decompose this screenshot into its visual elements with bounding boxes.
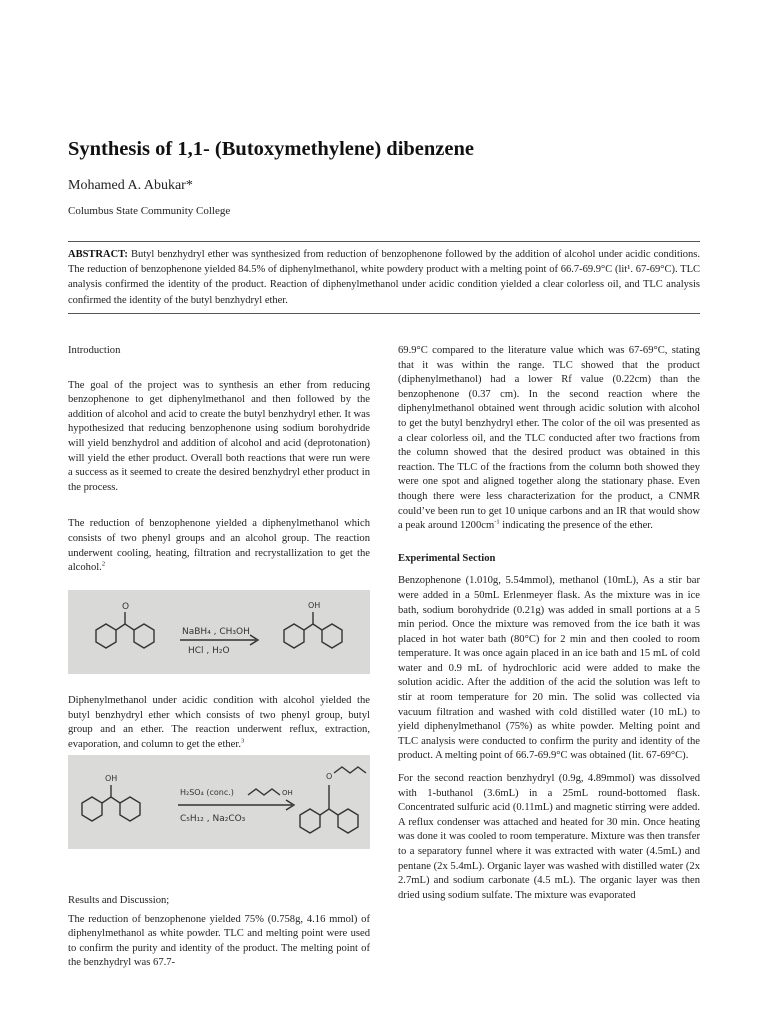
author-name: Mohamed A. Abukar*: [68, 178, 193, 193]
right-column: [398, 344, 700, 903]
reaction-scheme-2-photo: [68, 755, 370, 849]
results-continued-sup: -1: [494, 518, 500, 526]
scheme2-reagent-top: H₂SO₄ (conc.): [180, 788, 234, 797]
scheme1-product-label: OH: [308, 601, 321, 610]
left-column-results: [68, 894, 370, 971]
intro-paragraph-1: The goal of the project was to synthesis an ether from reducing benzophenone to get diphenylmethanol and then followed by the addition of alcohol and acid to create the butyl benzhydryl ether. It was hypothesized that reducing benzophenone using sodium borohydride will yield benzhydrol and addition of alcohol and acid (deprotonation) will yield the ether product. Overall both reactions that were run were a success as it seemed to create the desired benzhydryl ether product in the process.: [68, 379, 370, 493]
scheme2-reactant-label: OH: [105, 774, 118, 783]
abstract-top-rule: [68, 241, 700, 242]
experimental-paragraph-1: Benzophenone (1.010g, 5.54mmol), methanol (10mL), As a stir bar were added in a 50mL Erlenmeyer flask. As the mixture was in ice bath, sodium borohydride (0.21g) was added in small portions at a 5 min period. Once the mixture was removed from the ice bath it was placed in hot water bath (80°C) for 2 min and then cooled to room temperature. It was once again placed in an ice bath and 15 mL of cold water and 0.9 mL of hydrochloric acid were added to make the solution acidic. After the addition of the acid the solution was left to stir at room temperature for 20 min. The solid was collected via vacuum filtration and washed with cold distilled water (10 mL) to yield diphenylmethanol (75%) as white powder. Melting point and TLC analysis were conducted to confirm the purity and identity of the product. A melting point of 66.7-69.9°C was obtained (lit. 67-69°C).: [398, 575, 700, 762]
abstract-label: ABSTRACT:: [68, 249, 128, 260]
scheme1-reactant-label: O: [122, 602, 130, 612]
reaction-scheme-1-photo: [68, 590, 370, 674]
intro-paragraph-3-ref: 3: [240, 737, 245, 745]
left-column-intro: [68, 344, 370, 576]
results-continued-text: 69.9°C compared to the literature value which was 67-69°C, stating that it was within the range. TLC showed that the product (diphenylmethanol) had a lower Rf value (0.22cm) than the benzophenone (0.37 cm). In the second reaction where the diphenylmethanol obtained went through acidic solution with alcohol to get the butyl benzhydryl ether. The color of the oil was presented as a clear colorless oil, and the TLC conducted after two fractions from the column showed that the desired product was obtained in this reaction. The TLC of the fractions from the column both showed they were one spot and aligned together along the stationary phase. Even though there were less characterization for the product, a CNMR could’ve been run to get 10 unique carbons and an IR that would show a peak around 1200cm: [398, 345, 700, 532]
results-continued-end: indicating the presence of the ether.: [499, 520, 653, 532]
abstract-bottom-rule: [68, 313, 700, 314]
introduction-heading: Introduction: [68, 345, 121, 356]
intro-paragraph-2-text: The reduction of benzophenone yielded a diphenylmethanol which consists of two phenyl groups and an alcohol group. The reaction underwent cooling, heating, filtration and recrystallization to get the alcohol.: [68, 518, 370, 574]
intro-paragraph-2: [68, 517, 370, 575]
scheme2-reagent-bottom: C₅H₁₂ , Na₂CO₃: [180, 814, 246, 824]
reaction-scheme-2-drawing: [68, 755, 370, 849]
reaction-scheme-1-drawing: [68, 590, 370, 674]
results-paragraph-1: The reduction of benzophenone yielded 75% (0.758g, 4.16 mmol) of diphenylmethanol as white powder. TLC and melting point were used to confirm the purity and identity of the product. The melting point of the benzhydryl was 67.7-: [68, 913, 370, 969]
scheme1-reagent-bottom: HCl , H₂O: [188, 646, 230, 656]
left-column-scheme2-text: [68, 694, 370, 752]
results-heading: Results and Discussion;: [68, 895, 170, 906]
experimental-paragraph-2: For the second reaction benzhydryl (0.9g, 4.89mmol) was dissolved with 1-buthanol (3.6mL) in a 25mL round-bottomed flask. Concentrated sulfuric acid (0.11mL) and magnetic stirring were added. A reflux condenser was attached and heated for 30 min. Once heating was done it was cooled to room temperature. Mixture was then transfer to a separatory funnel where it was extracted with water (4.5mL) and pentane (2x 5.4mL). Organic layer was washed with distilled water (2x 2.7mL) and sodium carbonate (4.5 mL). The organic layer was then dried using sodium sulfate. The mixture was evaporated: [398, 773, 700, 901]
results-continued: [398, 344, 700, 534]
paper-title: Synthesis of 1,1- (Butoxymethylene) dibenzene: [68, 138, 475, 160]
intro-paragraph-2-ref: 2: [101, 560, 106, 568]
scheme2-reagent-oh: OH: [282, 789, 293, 797]
scheme1-reagent-top: NaBH₄ , CH₃OH: [182, 627, 250, 637]
affiliation: Columbus State Community College: [68, 205, 231, 217]
experimental-heading: Experimental Section: [398, 552, 496, 564]
abstract: [68, 247, 700, 308]
scheme2-product-label: O: [326, 772, 333, 781]
intro-paragraph-3: [68, 694, 370, 752]
intro-paragraph-3-text: Diphenylmethanol under acidic condition with alcohol yielded the butyl benzhydryl ether which consists of two phenyl group, butyl group and an ether. The reaction underwent reflux, extraction, evaporation, and column to get the ether.: [68, 695, 370, 750]
abstract-text: Butyl benzhydryl ether was synthesized from reduction of benzophenone followed by the addition of alcohol under acidic conditions. The reduction of benzophenone yielded 84.5% of diphenylmethanol, white powdery product with a melting point of 66.7-69.9°C (lit¹. 67-69°C). TLC analysis confirmed the identity of the product. Reaction of diphenylmethanol under acidic condition yielded a clear colorless oil, and TLC analysis confirmed the identity of the butyl benzhydryl ether.: [68, 249, 701, 306]
